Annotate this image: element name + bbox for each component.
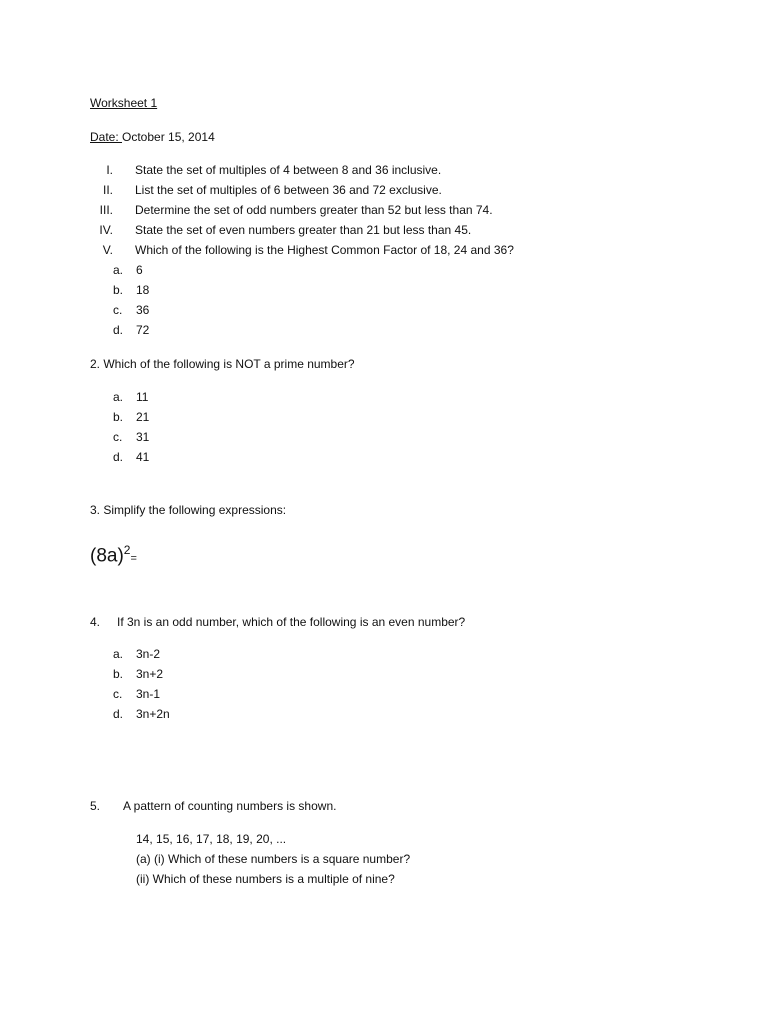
item-text: State the set of even numbers greater than 21 but less than 45. <box>135 223 472 237</box>
option-text: 72 <box>136 323 150 337</box>
option-letter: c. <box>113 687 123 701</box>
expression-exponent: 2 <box>123 543 131 557</box>
option-row <box>113 666 164 682</box>
option-text: 3n-1 <box>136 687 161 701</box>
option-row <box>113 302 150 318</box>
expression-base: (8a) <box>90 545 124 567</box>
option-text: 21 <box>136 410 150 424</box>
option-text: 31 <box>136 430 150 444</box>
option-row <box>113 389 149 405</box>
option-letter: d. <box>113 450 124 464</box>
item-text: Determine the set of odd numbers greater than 52 but less than 74. <box>135 203 493 217</box>
worksheet-title: Worksheet 1 <box>90 96 158 110</box>
item-text: List the set of multiples of 6 between 36 and 72 exclusive. <box>135 183 442 197</box>
q4-line <box>90 614 466 630</box>
date-label: Date: <box>90 130 123 144</box>
option-row <box>113 322 150 338</box>
item-number: II. <box>102 183 113 197</box>
option-row <box>113 282 150 298</box>
item-number: V. <box>102 243 113 257</box>
option-letter: d. <box>113 323 124 337</box>
option-text: 3n-2 <box>136 647 161 661</box>
option-text: 41 <box>136 450 150 464</box>
q3-text: 3. Simplify the following expressions: <box>90 503 287 517</box>
option-letter: b. <box>113 410 124 424</box>
option-letter: a. <box>113 390 124 404</box>
option-text: 3n+2n <box>136 707 170 721</box>
option-letter: a. <box>113 647 124 661</box>
option-letter: c. <box>113 430 123 444</box>
date-line <box>90 129 215 145</box>
option-text: 18 <box>136 283 150 297</box>
option-row <box>113 706 170 722</box>
option-row <box>113 646 161 662</box>
option-row <box>113 262 143 278</box>
option-letter: b. <box>113 667 124 681</box>
q5-part-a-i: (a) (i) Which of these numbers is a square number? <box>136 852 411 866</box>
item-number: I. <box>106 163 113 177</box>
item-text: Which of the following is the Highest Common Factor of 18, 24 and 36? <box>135 243 514 257</box>
option-text: 3n+2 <box>136 667 164 681</box>
q5-sequence: 14, 15, 16, 17, 18, 19, 20, ... <box>136 832 287 846</box>
option-text: 6 <box>136 263 143 277</box>
q4-text: If 3n is an odd number, which of the following is an even number? <box>117 615 466 629</box>
q4-number: 4. <box>90 615 101 629</box>
date-value: October 15, 2014 <box>122 130 215 144</box>
option-row <box>113 429 150 445</box>
q5-part-a-ii: (ii) Which of these numbers is a multiple of nine? <box>136 872 395 886</box>
q5-text: A pattern of counting numbers is shown. <box>123 799 337 813</box>
q3-expression <box>90 538 137 570</box>
q5-number: 5. <box>90 799 101 813</box>
q2-text: 2. Which of the following is NOT a prime number? <box>90 357 355 371</box>
item-number: III. <box>99 203 113 217</box>
item-number: IV. <box>99 223 113 237</box>
option-letter: c. <box>113 303 123 317</box>
option-row <box>113 686 161 702</box>
option-row <box>113 449 150 465</box>
option-row <box>113 409 150 425</box>
option-letter: a. <box>113 263 124 277</box>
option-letter: b. <box>113 283 124 297</box>
expression-equals: = <box>130 552 137 565</box>
item-text: State the set of multiples of 4 between 8 and 36 inclusive. <box>135 163 442 177</box>
option-text: 11 <box>136 390 149 404</box>
option-letter: d. <box>113 707 124 721</box>
option-text: 36 <box>136 303 150 317</box>
q5-line <box>90 798 337 814</box>
